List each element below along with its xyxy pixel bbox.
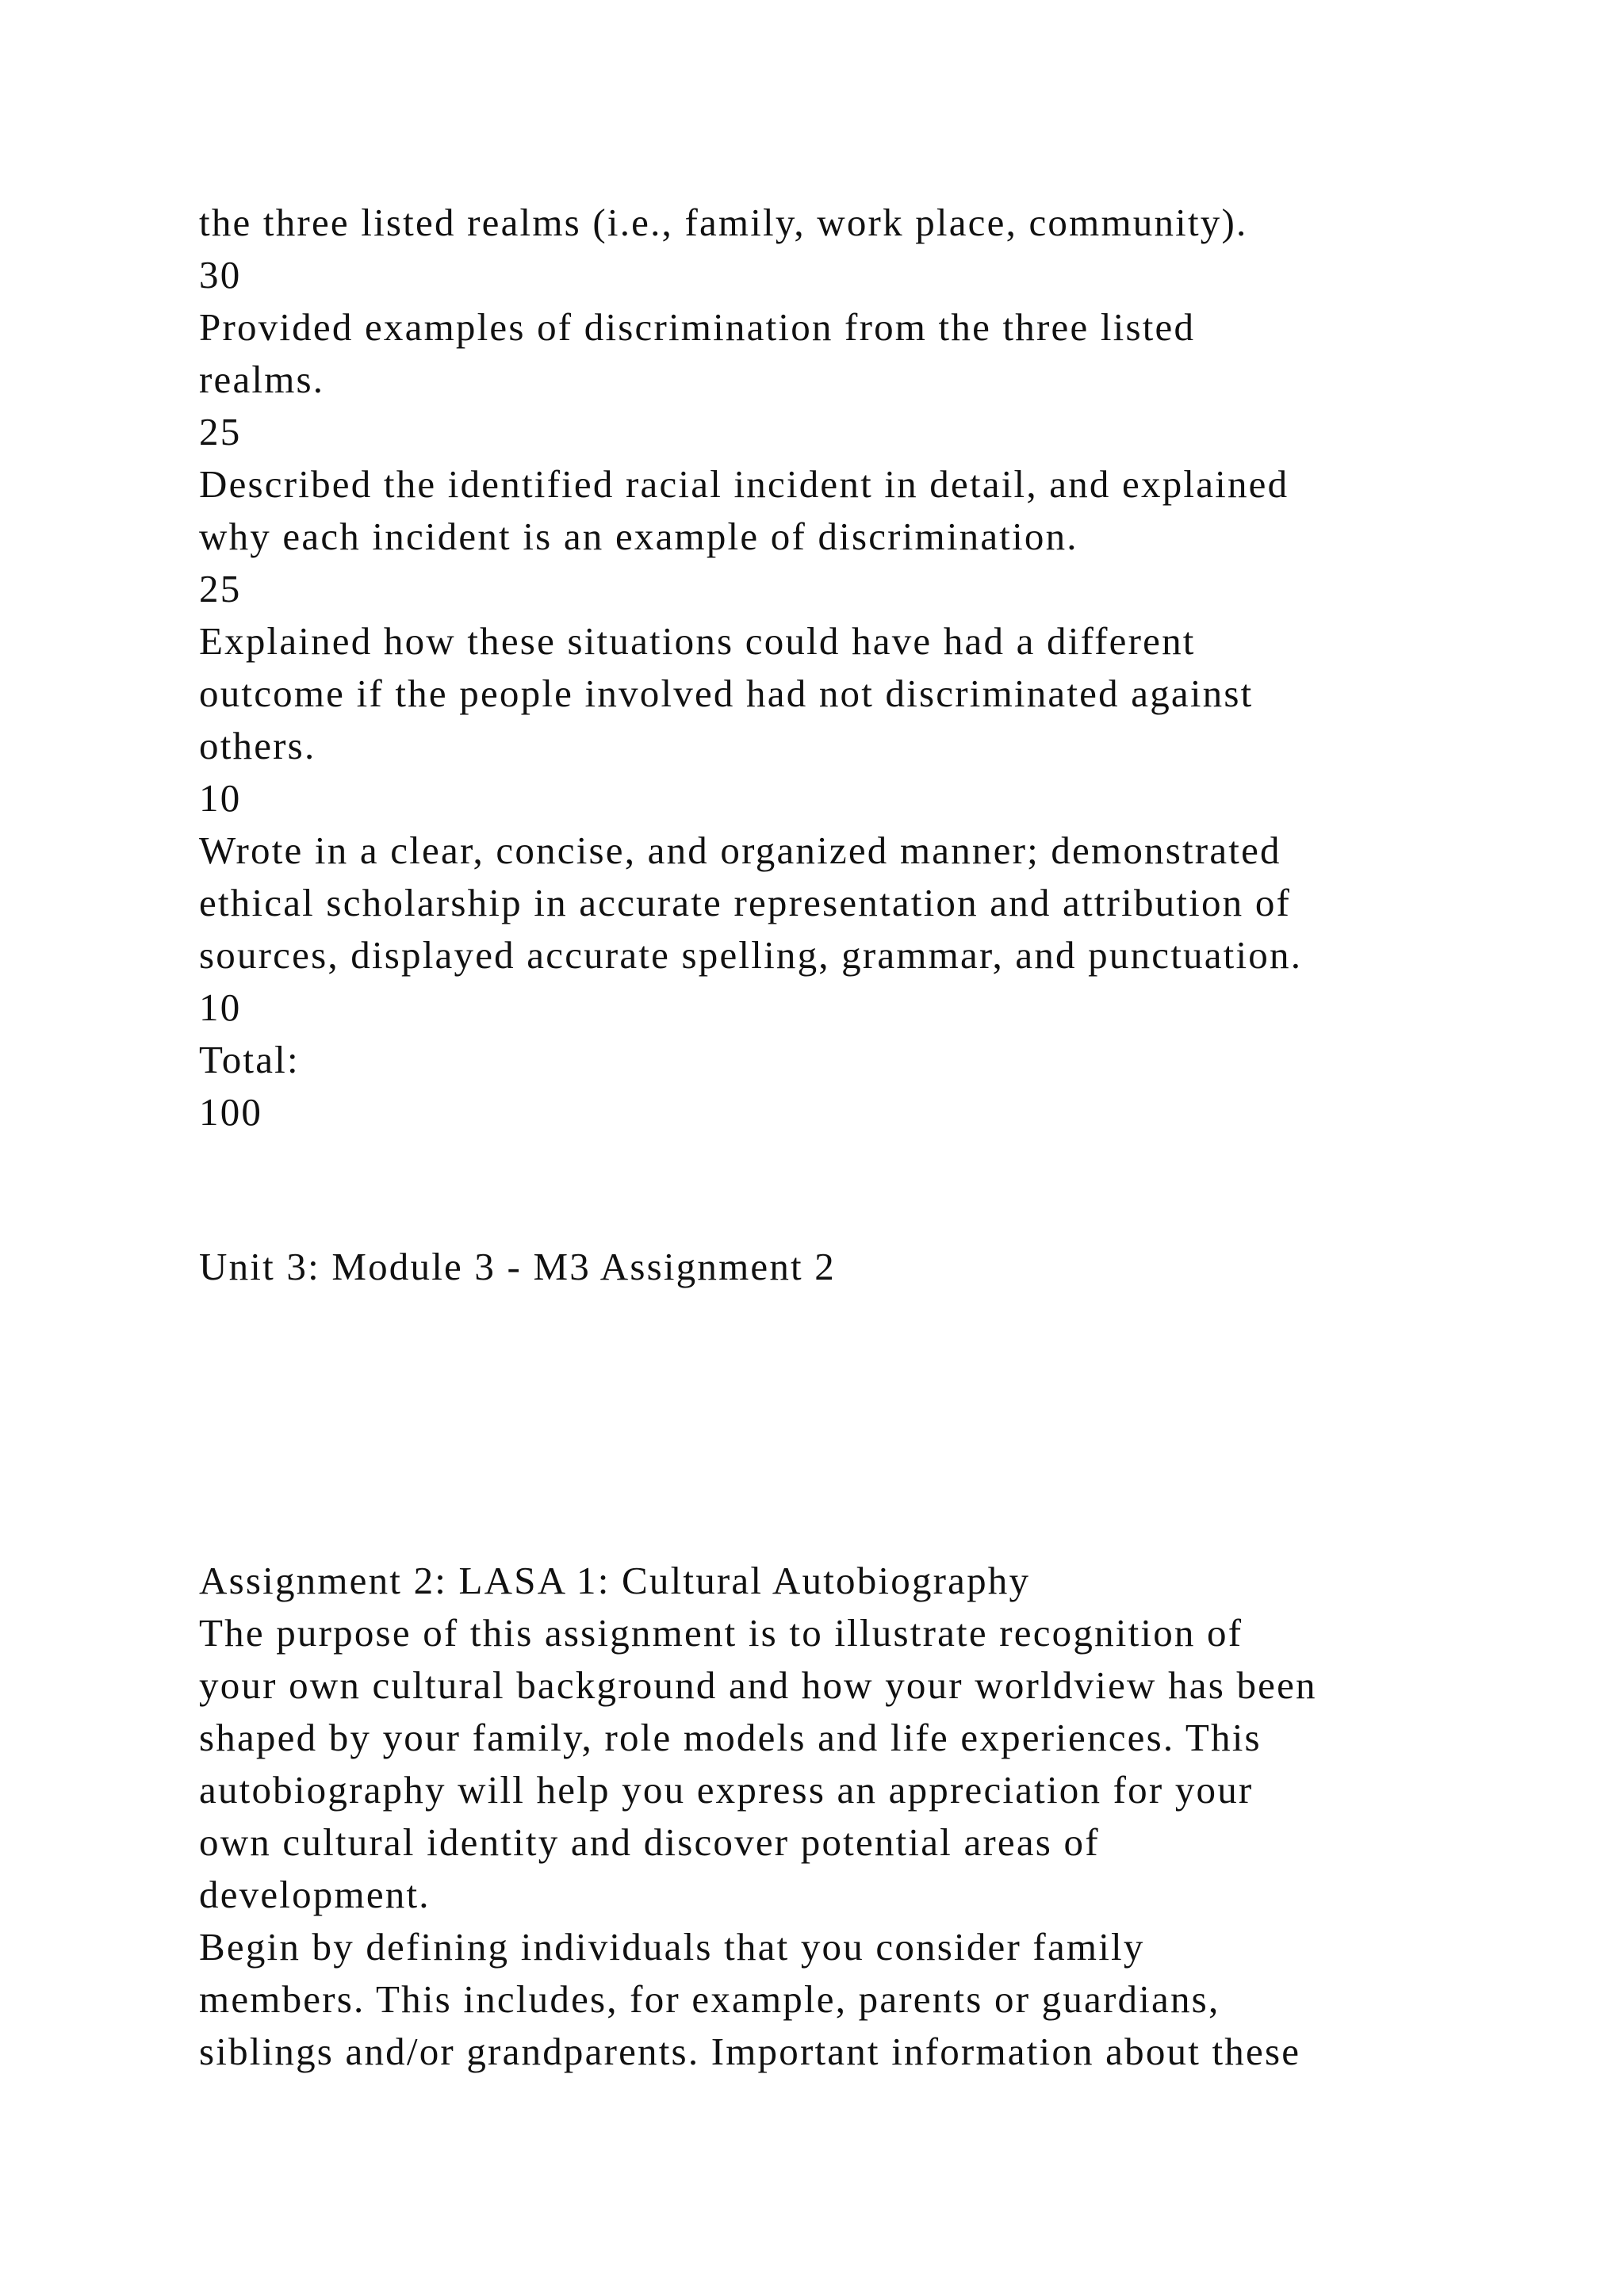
text-line: own cultural identity and discover potential areas of bbox=[199, 1820, 1100, 1864]
text-line: ethical scholarship in accurate representation and attribution of bbox=[199, 881, 1292, 924]
text-line: autobiography will help you express an appreciation for your bbox=[199, 1768, 1254, 1812]
text-line: why each incident is an example of discrimination. bbox=[199, 515, 1078, 558]
total-label: Total: bbox=[199, 1038, 300, 1081]
text-line: sources, displayed accurate spelling, grammar, and punctuation. bbox=[199, 933, 1303, 977]
text-line: Explained how these situations could have had a different bbox=[199, 619, 1196, 663]
text-line: your own cultural background and how your worldview has been bbox=[199, 1663, 1317, 1707]
points-value: 10 bbox=[199, 985, 242, 1029]
text-line: Wrote in a clear, concise, and organized manner; demonstrated bbox=[199, 828, 1281, 872]
text-line: the three listed realms (i.e., family, work place, community). bbox=[199, 201, 1248, 244]
text-line: The purpose of this assignment is to illustrate recognition of bbox=[199, 1611, 1243, 1655]
points-value: 30 bbox=[199, 253, 242, 297]
points-value: 25 bbox=[199, 567, 242, 610]
text-line: realms. bbox=[199, 358, 325, 401]
points-value: 25 bbox=[199, 410, 242, 453]
text-line: shaped by your family, role models and life experiences. This bbox=[199, 1716, 1262, 1759]
text-line: development. bbox=[199, 1873, 431, 1916]
assignment-description bbox=[199, 1555, 1484, 2078]
text-line: Begin by defining individuals that you consider family bbox=[199, 1925, 1145, 1969]
points-value: 10 bbox=[199, 776, 242, 820]
total-value: 100 bbox=[199, 1090, 263, 1134]
text-line: outcome if the people involved had not discriminated against bbox=[199, 672, 1254, 715]
text-line: others. bbox=[199, 724, 316, 767]
unit-heading-block bbox=[199, 1241, 1484, 1293]
unit-heading: Unit 3: Module 3 - M3 Assignment 2 bbox=[199, 1245, 837, 1288]
assignment-title: Assignment 2: LASA 1: Cultural Autobiography bbox=[199, 1559, 1031, 1602]
text-line: siblings and/or grandparents. Important information about these bbox=[199, 2030, 1301, 2073]
text-line: Described the identified racial incident in detail, and explained bbox=[199, 462, 1289, 506]
rubric-criteria-text bbox=[199, 197, 1484, 1138]
text-line: Provided examples of discrimination from the three listed bbox=[199, 305, 1196, 349]
text-line: members. This includes, for example, parents or guardians, bbox=[199, 1977, 1220, 2021]
